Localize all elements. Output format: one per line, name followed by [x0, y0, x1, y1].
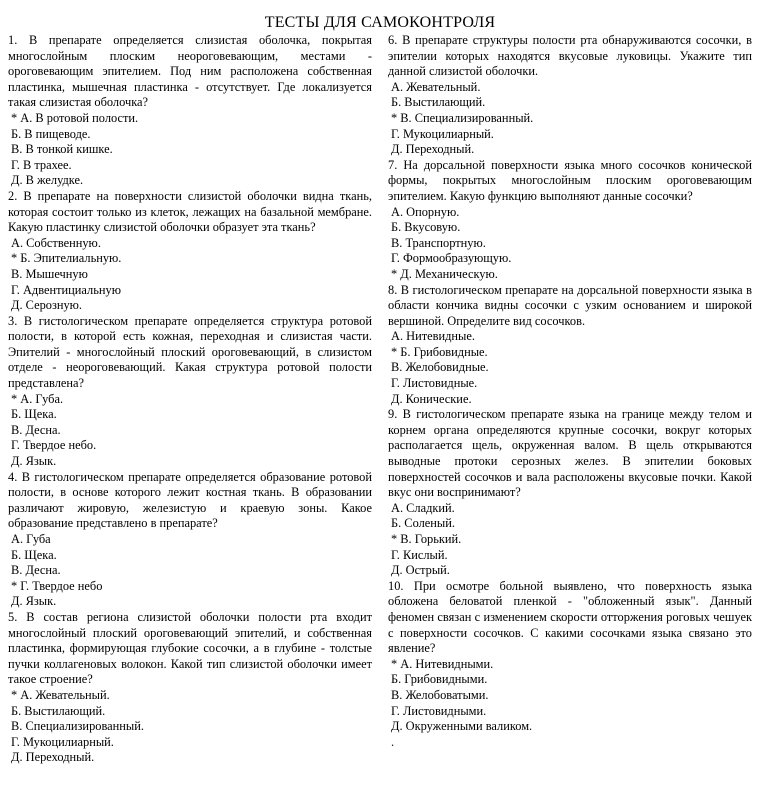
answer-option: * А. Губа. — [11, 391, 64, 406]
answer-option: Б. Щека. — [11, 407, 57, 422]
answer-option: Д. Переходный. — [11, 750, 95, 765]
answer-option: А. Опорную. — [391, 204, 460, 219]
question-block-10 — [388, 579, 752, 735]
question-text: 5. В состав региона слизистой оболочки полости рта входит многослойный плоский ороговевающий эпителий, и собственная пластинка, формирующая глубокие сосочки, а в глубине - толстые пучки коллагеновых волокон. Какой тип слизистой оболочки имеет такое строение? — [8, 609, 372, 687]
question-block-4 — [8, 470, 372, 610]
answer-option: * А. Нитевидными. — [391, 656, 494, 671]
question-block-9 — [388, 407, 752, 579]
answer-option: Д. Конические. — [391, 391, 472, 406]
answer-option: Г. В трахее. — [11, 157, 72, 172]
answer-option: Б. В пищеводе. — [11, 126, 91, 141]
answer-option: * В. Горький. — [391, 532, 462, 546]
answer-option: Д. Язык. — [11, 594, 57, 609]
answer-option: * А. Жевательный. — [11, 687, 110, 702]
question-block-8 — [388, 283, 752, 408]
answer-option: В. Десна. — [11, 422, 61, 437]
answer-option: А. Жевательный. — [391, 79, 481, 94]
question-text: 3. В гистологическом препарате определяется структура ротовой полости, в которой есть кожная, переходная и слизистая части. Эпителий - многослойный плоский ороговевающий, в слизистом отделе - неороговевающий. Какая структура ротовой полости представлена? — [8, 313, 372, 391]
answer-option: В. В тонкой кишке. — [11, 142, 113, 157]
answer-option: В. Желобовидные. — [391, 360, 489, 375]
question-text: 10. При осмотре больной выявлено, что поверхность языка обложена беловатой пленкой - "обложенный язык". Данный феномен связан с изменением скорости отторжения роговых чешуек с поверхности сосочков. С какими сосочками языка связано это явление? — [388, 578, 752, 656]
answer-option: Г. Мукоцилиарный. — [11, 734, 114, 749]
answer-option: Г. Адвентициальную — [11, 282, 121, 297]
answer-option: Б. Соленый. — [391, 516, 455, 531]
question-text: 2. В препарате на поверхности слизистой оболочки видна ткань, которая состоит только из клеток, лежащих на базальной мембране. Какую пластинку слизистой оболочки образует эта ткань? — [8, 188, 372, 235]
answer-option: Д. Язык. — [11, 454, 57, 469]
answer-option: Б. Выстилающий. — [391, 95, 486, 110]
answer-option: Д. В желудке. — [11, 173, 84, 188]
answer-option: В. Транспортную. — [391, 235, 486, 250]
answer-option: Б. Выстилающий. — [11, 703, 106, 718]
answer-option: Д. Острый. — [391, 563, 450, 578]
answer-option: * В. Специализированный. — [391, 110, 534, 125]
answer-option: В. Мышечную — [11, 266, 88, 281]
answer-option: В. Десна. — [11, 563, 61, 578]
answer-option: Г. Кислый. — [391, 547, 448, 562]
answer-option: Д. Серозную. — [11, 298, 83, 313]
question-text: 1. В препарате определяется слизистая оболочка, покрытая многослойным плоским неороговевающим, местами - ороговевающим эпителием. Под ним расположена собственная пластинка, мышечная пластинка - отсутствует. Где локализуется такая слизистая оболочка? — [8, 33, 372, 110]
answer-option: Д. Окруженными валиком. — [391, 719, 533, 734]
answer-option: Б. Грибовидными. — [391, 672, 488, 687]
columns — [8, 33, 752, 766]
question-block-7 — [388, 158, 752, 283]
right-column — [378, 33, 752, 766]
question-text: 9. В гистологическом препарате языка на границе между телом и корнем органа определяются крупные сосочки, вокруг которых располагается щель, окруженная валом. В щель открываются выводные протоки серозных желез. В эпителии боковых поверхностей сосочков и вала расположены вкусовые почки. Какой вкус они воспринимают? — [388, 407, 752, 500]
answer-option: * А. В ротовой полости. — [11, 110, 139, 125]
answer-option: * Б. Эпителиальную. — [11, 251, 122, 266]
answer-option: В. Специализированный. — [11, 719, 144, 734]
question-text: 7. На дорсальной поверхности языка много сосочков конической формы, покрытых многослойным плоским ороговевающим эпителием. Какую функцию выполняют данные сосочки? — [388, 157, 752, 203]
answer-option: Г. Формообразующую. — [391, 251, 512, 266]
answer-option: А. Губа — [11, 532, 51, 546]
answer-option: А. Нитевидные. — [391, 329, 475, 344]
answer-option: Д. Переходный. — [391, 142, 475, 157]
answer-option: Г. Листовидные. — [391, 376, 478, 391]
question-block-3 — [8, 314, 372, 470]
question-text: 6. В препарате структуры полости рта обнаруживаются сосочки, в эпителии которых находятся вкусовые луковицы. Укажите тип данной слизистой оболочки. — [388, 33, 752, 79]
answer-option: А. Сладкий. — [391, 500, 455, 515]
question-block-1 — [8, 33, 372, 189]
answer-option: Б. Вкусовую. — [391, 220, 461, 235]
answer-option: * Б. Грибовидные. — [391, 344, 488, 359]
page-title: ТЕСТЫ ДЛЯ САМОКОНТРОЛЯ — [264, 14, 496, 31]
answer-option: Г. Листовидными. — [391, 703, 487, 718]
left-column — [8, 33, 378, 766]
question-block-5 — [8, 610, 372, 766]
question-block-6 — [388, 33, 752, 158]
question-text: 4. В гистологическом препарате определяется образование ротовой полости, в основе которого лежит костная ткань. В образовании различают жировую, железистую и краевую зоны. Какое образование представлено в препарате? — [8, 469, 372, 531]
answer-option: Г. Мукоцилиарный. — [391, 126, 494, 141]
question-text: 8. В гистологическом препарате на дорсальной поверхности языка в области кончика видны сосочки с узким основанием и широкой вершиной. Определите вид сосочков. — [388, 282, 752, 328]
trailing-mark: . — [391, 734, 395, 749]
answer-option: В. Желобоватыми. — [391, 687, 489, 702]
answer-option: А. Собственную. — [11, 235, 101, 250]
question-block-2 — [8, 189, 372, 314]
answer-option: * Г. Твердое небо — [11, 578, 103, 593]
answer-option: Г. Твердое небо. — [11, 438, 97, 453]
answer-option: Б. Щека. — [11, 547, 57, 562]
answer-option: * Д. Механическую. — [391, 266, 498, 281]
